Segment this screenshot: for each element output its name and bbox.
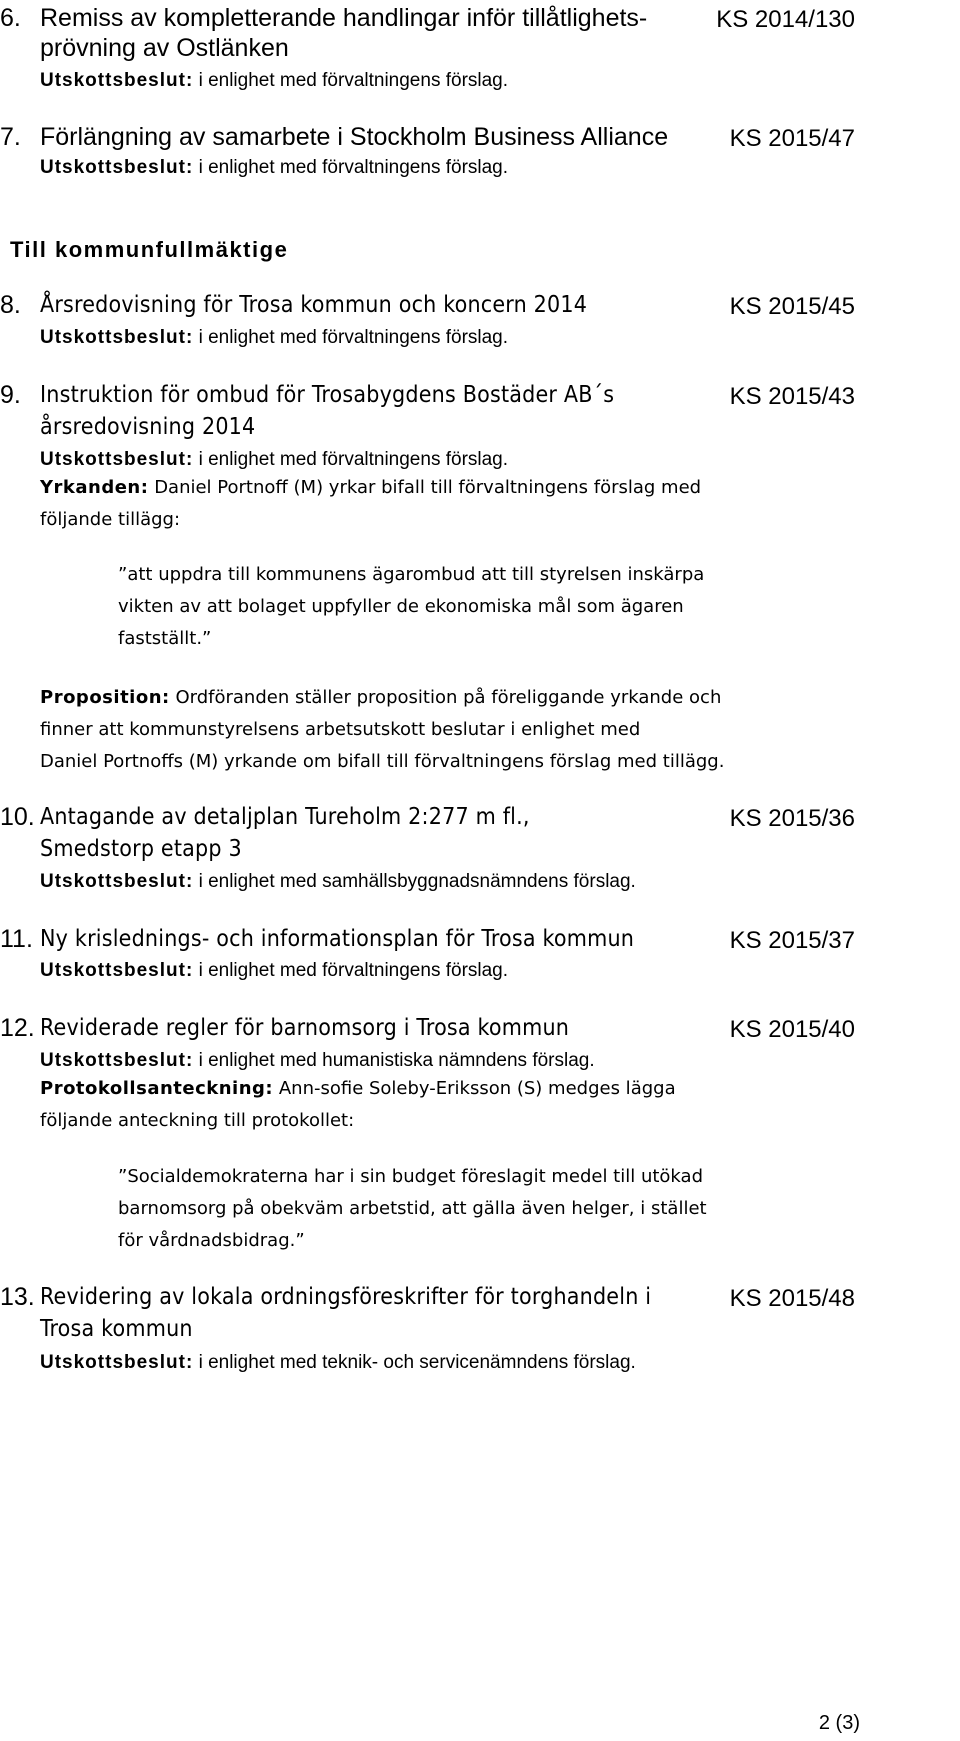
decision-text: i enlighet med förvaltningens förslag.: [193, 960, 509, 981]
item-title: Remiss av kompletterande handlingar inför tillåtlighets-: [40, 4, 648, 32]
item-title: Revidering av lokala ordningsföreskrifter för torghandeln i: [40, 1284, 652, 1310]
committee-decision: [40, 868, 636, 896]
committee-decision: [40, 446, 508, 474]
quote-line: vikten av att bolaget uppfyller de ekonomiska mål som ägaren: [118, 596, 684, 617]
protocol-note-line-2: följande anteckning till protokollet:: [40, 1110, 355, 1131]
item-title: Antagande av detaljplan Tureholm 2:277 m fl.,: [40, 804, 530, 830]
decision-label: Utskottsbeslut:: [40, 70, 194, 91]
decision-text: i enlighet med teknik- och servicenämndens förslag.: [193, 1352, 636, 1373]
item-number: 11.: [0, 925, 33, 953]
case-reference: KS 2015/45: [729, 293, 855, 320]
proposition-label: Proposition:: [40, 687, 170, 708]
decision-label: Utskottsbeslut:: [40, 871, 194, 892]
decision-text: i enlighet med samhällsbyggnadsnämndens förslag.: [193, 871, 636, 892]
proposition-text: Ordföranden ställer proposition på föreliggande yrkande och: [175, 687, 722, 708]
quote-line: för vårdnadsbidrag.”: [118, 1230, 305, 1251]
committee-decision: [40, 957, 508, 985]
decision-label: Utskottsbeslut:: [40, 449, 194, 470]
decision-text: i enlighet med förvaltningens förslag.: [193, 327, 509, 348]
committee-decision: [40, 1047, 595, 1075]
item-title-line-2: årsredovisning 2014: [40, 414, 256, 440]
protocol-note-line: [40, 1073, 676, 1105]
case-reference: KS 2015/48: [729, 1285, 855, 1312]
decision-label: Utskottsbeslut:: [40, 1050, 194, 1071]
case-reference: KS 2014/130: [716, 6, 855, 33]
proposition-line-3: Daniel Portnoffs (M) yrkande om bifall till förvaltningens förslag med tillägg.: [40, 751, 725, 772]
decision-text: i enlighet med förvaltningens förslag.: [193, 70, 509, 91]
quote-line: ”att uppdra till kommunens ägarombud att till styrelsen inskärpa: [118, 564, 705, 585]
item-number: 9.: [0, 381, 21, 409]
decision-text: i enlighet med förvaltningens förslag.: [193, 449, 509, 470]
case-reference: KS 2015/47: [729, 125, 855, 152]
decision-label: Utskottsbeslut:: [40, 157, 194, 178]
decision-text: i enlighet med förvaltningens förslag.: [193, 157, 509, 178]
page-number: 2 (3): [818, 1712, 860, 1734]
motion-line-2: följande tillägg:: [40, 509, 181, 530]
item-title-line-2: Trosa kommun: [40, 1316, 193, 1342]
motion-label: Yrkanden:: [40, 477, 149, 498]
quote-line: barnomsorg på obekväm arbetstid, att gälla även helger, i stället: [118, 1198, 707, 1219]
quote-line: fastställt.”: [118, 628, 212, 649]
motion-line: [40, 472, 701, 504]
item-title: Förlängning av samarbete i Stockholm Business Alliance: [40, 123, 669, 151]
decision-label: Utskottsbeslut:: [40, 1352, 194, 1373]
case-reference: KS 2015/37: [729, 927, 855, 954]
protocol-note-label: Protokollsanteckning:: [40, 1078, 274, 1099]
committee-decision: [40, 67, 508, 95]
item-title: Instruktion för ombud för Trosabygdens Bostäder AB´s: [40, 382, 615, 408]
item-title-line-2: Smedstorp etapp 3: [40, 836, 242, 862]
item-number: 10.: [0, 803, 35, 831]
case-reference: KS 2015/40: [729, 1016, 855, 1043]
item-title: Reviderade regler för barnomsorg i Trosa kommun: [40, 1015, 570, 1041]
item-number: 12.: [0, 1014, 35, 1042]
case-reference: KS 2015/36: [729, 805, 855, 832]
committee-decision: [40, 324, 508, 352]
item-title: Årsredovisning för Trosa kommun och koncern 2014: [40, 292, 588, 318]
decision-label: Utskottsbeslut:: [40, 960, 194, 981]
motion-text: Daniel Portnoff (M) yrkar bifall till förvaltningens förslag med: [154, 477, 702, 498]
item-number: 6.: [0, 4, 21, 32]
item-number: 8.: [0, 291, 21, 319]
proposition-line: [40, 682, 721, 714]
section-heading: Till kommunfullmäktige: [10, 237, 289, 262]
protocol-note-text: Ann-sofie Soleby-Eriksson (S) medges lägga: [278, 1078, 676, 1099]
committee-decision: [40, 1349, 636, 1377]
decision-text: i enlighet med humanistiska nämndens förslag.: [193, 1050, 595, 1071]
item-number: 7.: [0, 123, 21, 151]
decision-label: Utskottsbeslut:: [40, 327, 194, 348]
item-title: Ny krislednings- och informationsplan för Trosa kommun: [40, 926, 635, 952]
quote-line: ”Socialdemokraterna har i sin budget föreslagit medel till utökad: [118, 1166, 703, 1187]
committee-decision: [40, 154, 508, 182]
item-number: 13.: [0, 1283, 35, 1311]
item-title-line-2: prövning av Ostlänken: [40, 34, 289, 62]
proposition-line-2: finner att kommunstyrelsens arbetsutskott beslutar i enlighet med: [40, 719, 641, 740]
case-reference: KS 2015/43: [729, 383, 855, 410]
